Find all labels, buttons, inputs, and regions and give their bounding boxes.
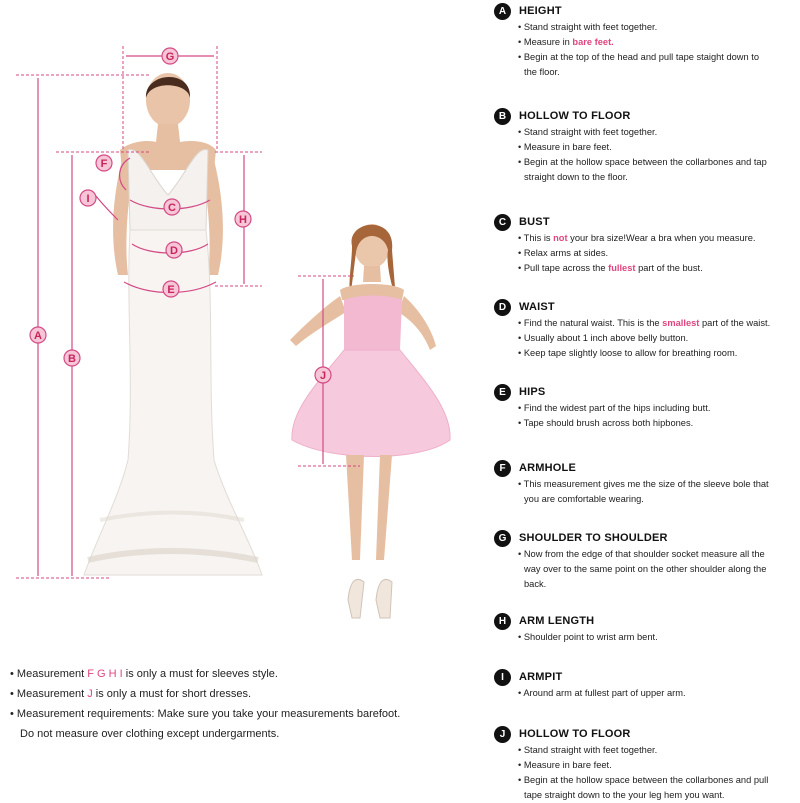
letter-a-icon: A xyxy=(494,3,511,20)
note-undergarments: Do not measure over clothing except undergarments. xyxy=(20,728,280,740)
guide-title: WAIST xyxy=(519,301,555,313)
svg-text:D: D xyxy=(170,245,178,257)
svg-text:I: I xyxy=(86,193,90,205)
guide-armpit: I ARMPIT • Around arm at fullest part of upper arm. xyxy=(494,668,796,701)
badge-e xyxy=(163,281,179,297)
letter-c-icon: C xyxy=(494,214,511,231)
guide-title: HIPS xyxy=(519,386,546,398)
guide-title: HEIGHT xyxy=(519,5,562,17)
guide-title: ARMPIT xyxy=(519,671,563,683)
mermaid-dress-model xyxy=(84,73,262,575)
svg-text:E: E xyxy=(167,284,175,296)
guide-hips: E HIPS • Find the widest part of the hips including butt. • Tape should brush across both hipbones. xyxy=(494,383,796,431)
guide-title: HOLLOW TO FLOOR xyxy=(519,728,631,740)
guide-waist: D WAIST • Find the natural waist. This is the smallest part of the waist. • Usually about 1 inch above belly button. • Keep tape slightly loose to allow for breathing room. xyxy=(494,298,796,361)
guide-height: A HEIGHT • Stand straight with feet together. • Measure in bare feet. • Begin at the top of the head and pull tape staight down to the floor. xyxy=(494,2,796,80)
badge-d xyxy=(166,242,182,258)
measurement-notes xyxy=(10,664,450,744)
measurement-figures xyxy=(0,0,470,640)
guide-bust: C BUST • This is not your bra size!Wear a bra when you measure. • Relax arms at sides. • Pull tape across the fullest part of the bust. xyxy=(494,213,796,276)
letter-d-icon: D xyxy=(494,299,511,316)
short-dress-model xyxy=(290,224,450,618)
guide-title: ARM LENGTH xyxy=(519,615,595,627)
guide-title: ARMHOLE xyxy=(519,462,577,474)
letter-j-icon: J xyxy=(494,726,511,743)
letter-f-icon: F xyxy=(494,460,511,477)
letter-g-icon: G xyxy=(494,530,511,547)
badge-f xyxy=(96,155,112,171)
guide-title: SHOULDER TO SHOULDER xyxy=(519,532,668,544)
svg-text:G: G xyxy=(165,51,175,63)
badge-a xyxy=(30,327,46,343)
letter-i-icon: I xyxy=(494,669,511,686)
guide-hollow-to-floor: B HOLLOW TO FLOOR • Stand straight with feet together. • Measure in bare feet. • Begin at the hollow space between the collarbones and tap straight down to the floor. xyxy=(494,107,796,185)
guide-title: BUST xyxy=(519,216,550,228)
letter-b-icon: B xyxy=(494,108,511,125)
note-sleeves: • Measurement F G H I is only a must for sleeves style. xyxy=(10,668,278,680)
guide-arm-length: H ARM LENGTH • Shoulder point to wrist arm bent. xyxy=(494,612,796,645)
badge-c xyxy=(164,199,180,215)
svg-text:A: A xyxy=(34,330,42,342)
badge-i xyxy=(80,190,96,206)
guide-hollow-to-floor-short: J HOLLOW TO FLOOR • Stand straight with feet together. • Measure in bare feet. • Begin at the hollow space between the collarbones and pull tape straight down to the your leg hem you want. xyxy=(494,725,796,803)
badge-b xyxy=(64,350,80,366)
note-short-dresses: • Measurement J is only a must for short dresses. xyxy=(10,688,252,700)
svg-text:C: C xyxy=(168,202,176,214)
svg-text:F: F xyxy=(100,158,108,170)
badge-h xyxy=(235,211,251,227)
letter-h-icon: H xyxy=(494,613,511,630)
note-requirements: • Measurement requirements: Make sure you take your measurements barefoot. xyxy=(10,708,401,720)
guide-shoulder-to-shoulder: G SHOULDER TO SHOULDER • Now from the edge of that shoulder socket measure all the way over to the same point on the other shoulder along the back. xyxy=(494,529,796,592)
svg-text:B: B xyxy=(68,353,76,365)
guide-title: HOLLOW TO FLOOR xyxy=(519,110,631,122)
badge-g xyxy=(162,48,178,64)
letter-e-icon: E xyxy=(494,384,511,401)
svg-text:J: J xyxy=(319,370,327,382)
badge-j xyxy=(315,367,331,383)
svg-text:H: H xyxy=(239,214,247,226)
guide-armhole: F ARMHOLE • This measurement gives me the size of the sleeve bole that you are comfortable wearing. xyxy=(494,459,796,507)
